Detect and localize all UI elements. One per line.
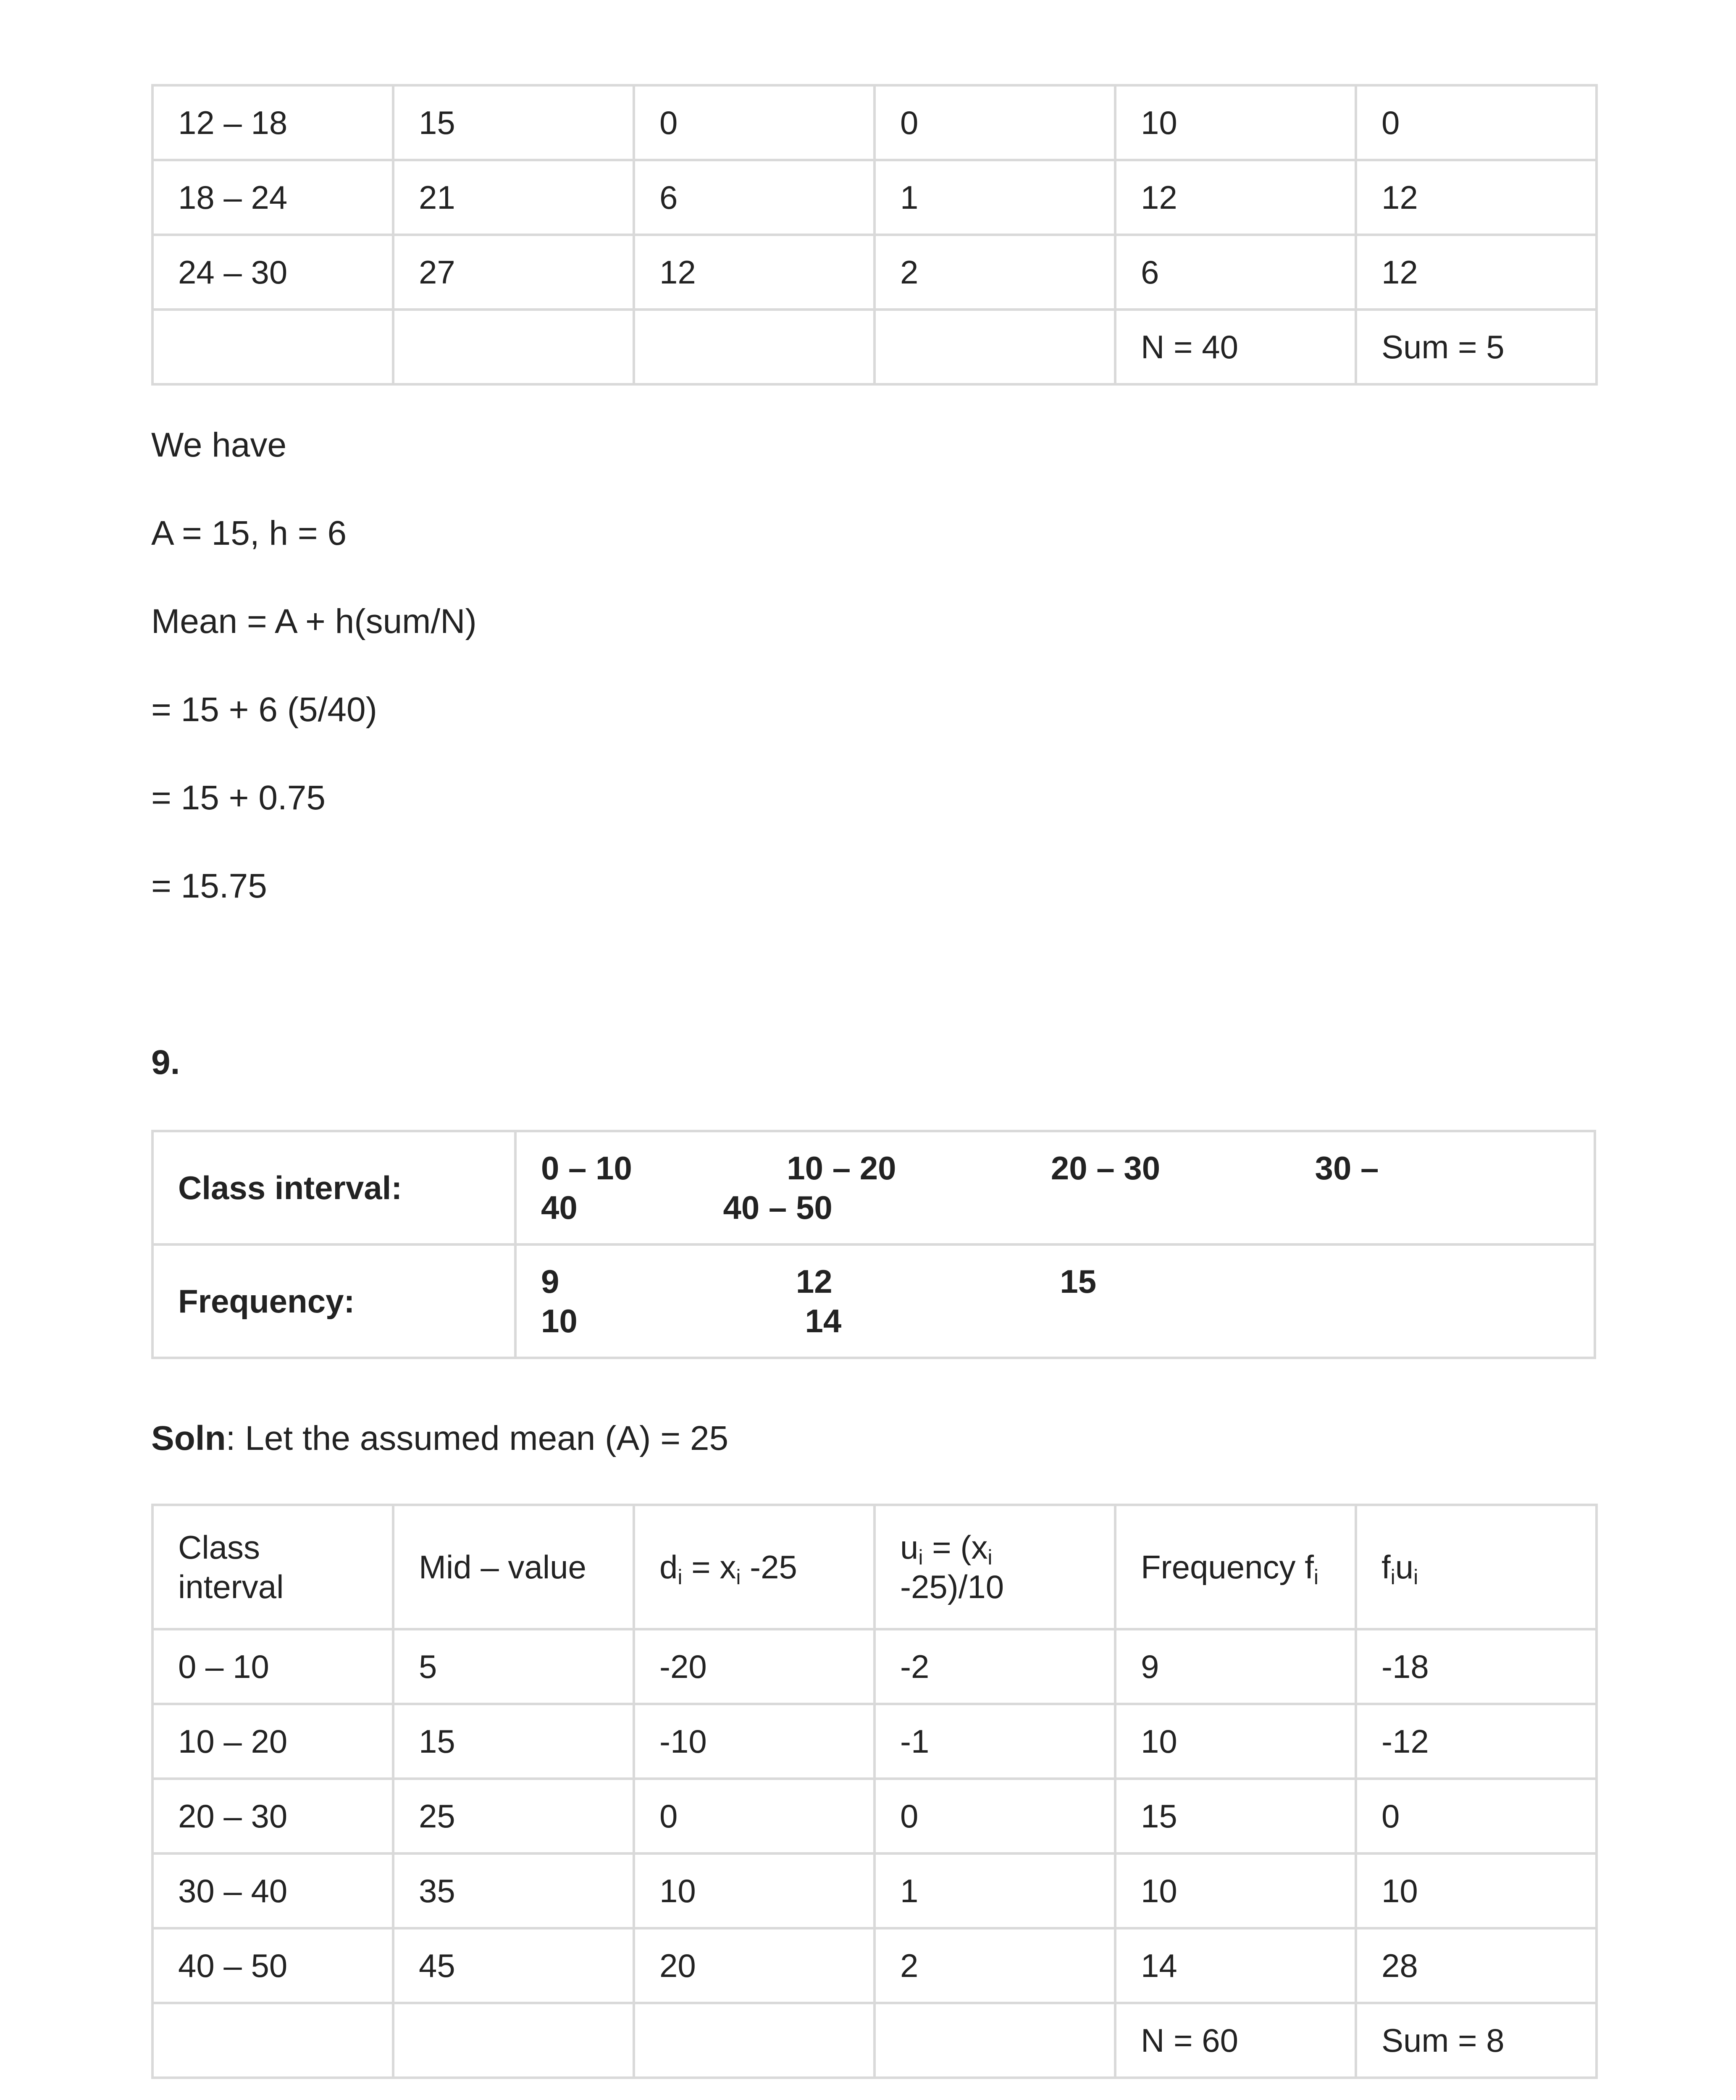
- frequency-line-1: 9 12 15: [541, 1263, 1097, 1300]
- header-frequency: Frequency $f_i$: [1115, 1505, 1356, 1629]
- table-cell: -20: [634, 1629, 875, 1704]
- table-cell: 15: [393, 1704, 634, 1779]
- table-cell: 0: [1356, 85, 1597, 160]
- solution-table: [151, 1504, 1598, 2079]
- table-cell: -18: [1356, 1629, 1597, 1704]
- class-line-1: 0 – 10 10 – 20 20 – 30 30 –: [541, 1150, 1379, 1186]
- table-cell: 10: [1115, 85, 1356, 160]
- table-cell: 0: [875, 1779, 1115, 1853]
- class-row: [152, 1131, 1595, 1244]
- table-cell: 10: [1115, 1704, 1356, 1779]
- table-cell: 28: [1356, 1928, 1597, 2003]
- table-cell: 9: [1115, 1629, 1356, 1704]
- table-cell: 45: [393, 1928, 634, 2003]
- table-cell: -10: [634, 1704, 875, 1779]
- text-line: = 15.75: [151, 867, 267, 905]
- table-cell: 24 – 30: [152, 235, 393, 310]
- table-cell: 10: [634, 1853, 875, 1928]
- table-cell: 12: [634, 235, 875, 310]
- header-row: [152, 1505, 1597, 1629]
- table-cell: -1: [875, 1704, 1115, 1779]
- soln-line: [151, 1418, 728, 1460]
- table-cell: 0: [875, 85, 1115, 160]
- frequency-line-2: 10 14: [541, 1302, 842, 1339]
- table-row: [152, 1629, 1597, 1704]
- table-cell: 0: [634, 1779, 875, 1853]
- table-cell: 12: [1356, 160, 1597, 235]
- table-cell: 10: [1356, 1853, 1597, 1928]
- question-number: 9.: [151, 1043, 180, 1082]
- table-cell: [393, 310, 634, 384]
- table-cell: 12: [1115, 160, 1356, 235]
- table-row: [152, 235, 1597, 310]
- class-interval-label: Class interval:: [152, 1131, 515, 1244]
- text-line: = 15 + 6 (5/40): [151, 690, 377, 729]
- class-frequency-table: [151, 1130, 1596, 1359]
- table-cell: 0: [1356, 1779, 1597, 1853]
- table-cell: [393, 2003, 634, 2078]
- table-cell: 10: [1115, 1853, 1356, 1928]
- table-cell: [152, 2003, 393, 2078]
- table-cell: [152, 310, 393, 384]
- table-cell: 6: [1115, 235, 1356, 310]
- table-cell: 27: [393, 235, 634, 310]
- table-cell: 6: [634, 160, 875, 235]
- text-line: A = 15, h = 6: [151, 514, 347, 552]
- table-row: [152, 2003, 1597, 2078]
- table-cell: 40 – 50: [152, 1928, 393, 2003]
- table-cell: [875, 2003, 1115, 2078]
- header-mid-value: Mid – value: [393, 1505, 634, 1629]
- table-cell: -12: [1356, 1704, 1597, 1779]
- frequency-row: [152, 1244, 1595, 1358]
- table-cell: 30 – 40: [152, 1853, 393, 1928]
- continued-table: [151, 84, 1598, 386]
- table-row: [152, 1779, 1597, 1853]
- soln-label: Soln: [151, 1419, 226, 1457]
- table-cell: 20: [634, 1928, 875, 2003]
- table-row: [152, 1704, 1597, 1779]
- table-cell: [875, 310, 1115, 384]
- table-row: [152, 160, 1597, 235]
- table-cell: 2: [875, 1928, 1115, 2003]
- table-cell: 5: [393, 1629, 634, 1704]
- table-row: [152, 1853, 1597, 1928]
- header-class-interval: Class interval: [152, 1505, 393, 1629]
- table-cell: 21: [393, 160, 634, 235]
- table-row: [152, 85, 1597, 160]
- table-cell: 12 – 18: [152, 85, 393, 160]
- table-cell: N = 60: [1115, 2003, 1356, 2078]
- table-cell: 18 – 24: [152, 160, 393, 235]
- table-cell: 0 – 10: [152, 1629, 393, 1704]
- text-line: We have: [151, 426, 287, 464]
- table-cell: 10 – 20: [152, 1704, 393, 1779]
- table-cell: N = 40: [1115, 310, 1356, 384]
- frequency-values: [515, 1244, 1595, 1358]
- table-cell: 0: [634, 85, 875, 160]
- text-line: Mean = A + h(sum/N): [151, 602, 477, 640]
- text-line: = 15 + 0.75: [151, 779, 326, 817]
- table-cell: 15: [393, 85, 634, 160]
- class-interval-values: [515, 1131, 1595, 1244]
- table-cell: 1: [875, 160, 1115, 235]
- table-cell: Sum = 5: [1356, 310, 1597, 384]
- table-cell: 14: [1115, 1928, 1356, 2003]
- table-row: [152, 1928, 1597, 2003]
- table-cell: [634, 310, 875, 384]
- table-cell: 15: [1115, 1779, 1356, 1853]
- table-cell: 35: [393, 1853, 634, 1928]
- table-cell: 25: [393, 1779, 634, 1853]
- table-cell: Sum = 8: [1356, 2003, 1597, 2078]
- header-fiui: $f_iu_i$: [1356, 1505, 1597, 1629]
- table-cell: 2: [875, 235, 1115, 310]
- frequency-label: Frequency:: [152, 1244, 515, 1358]
- class-line-2: 40 40 – 50: [541, 1189, 833, 1226]
- table-cell: 20 – 30: [152, 1779, 393, 1853]
- table-row: [152, 310, 1597, 384]
- soln-text: : Let the assumed mean (A) = 25: [226, 1419, 729, 1457]
- header-step-deviation: $u_i = (x_i$ -25)/10: [875, 1505, 1115, 1629]
- table-cell: -2: [875, 1629, 1115, 1704]
- header-deviation: $d_i = x_i$ -25: [634, 1505, 875, 1629]
- table-cell: 12: [1356, 235, 1597, 310]
- table-cell: [634, 2003, 875, 2078]
- table-cell: 1: [875, 1853, 1115, 1928]
